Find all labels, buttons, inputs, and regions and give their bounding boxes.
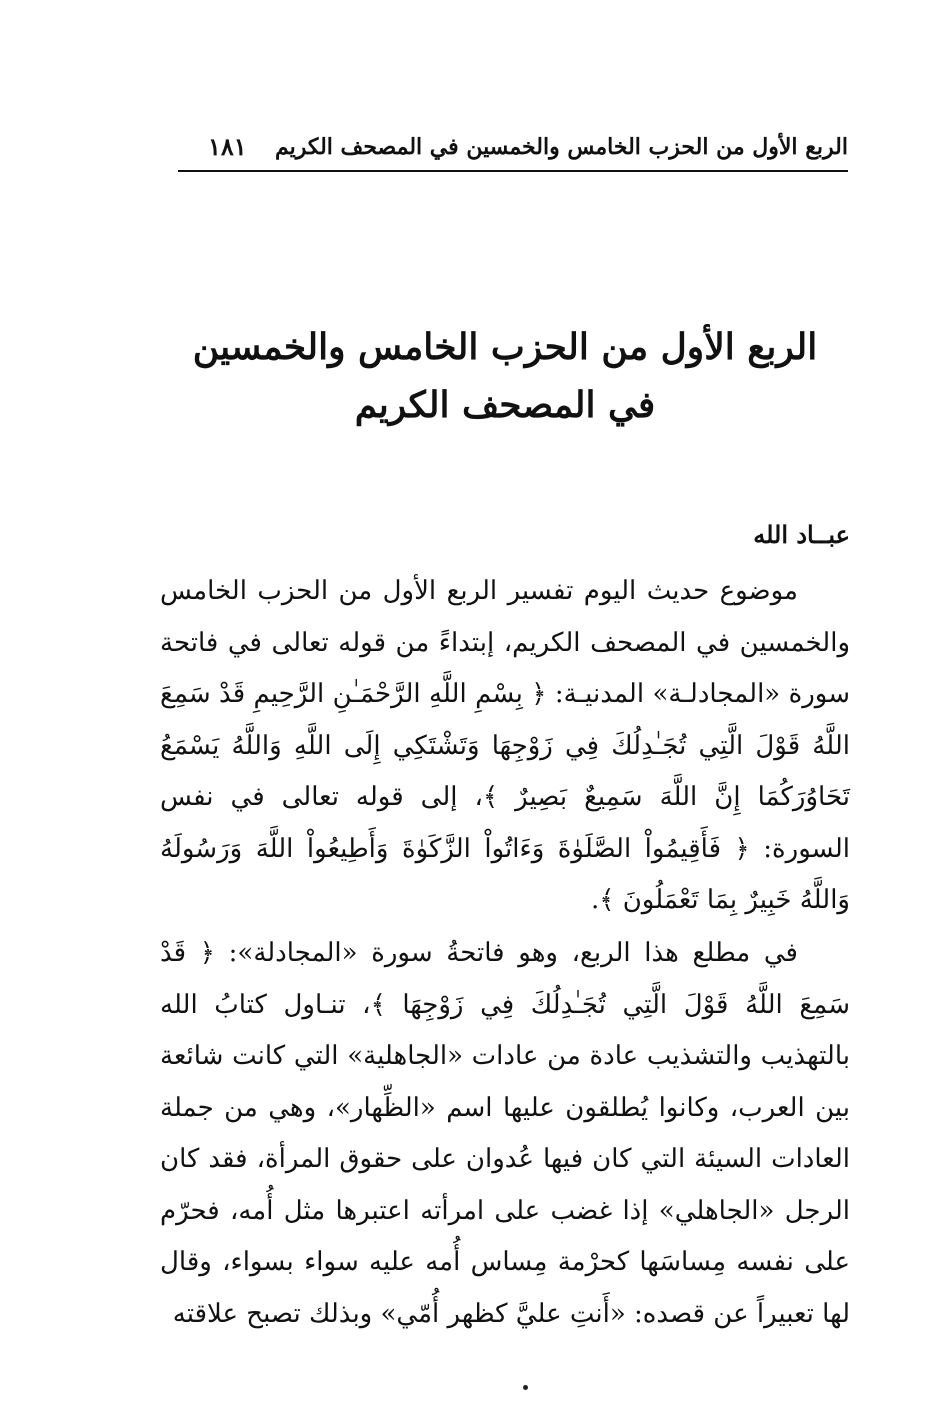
- quran-verse-1: ﴿ بِسْمِ اللَّهِ الرَّحْمَـٰنِ الرَّحِيمِ قَدْ سَمِعَ اللَّهُ قَوْلَ الَّتِي تُجَـٰدِلُكَ فِي زَوْجِهَا وَتَشْتَكِي إِلَى اللَّهِ وَاللَّهُ يَسْمَعُ تَحَاوُرَكُمَا إِنَّ اللَّهَ سَمِيعٌ بَصِيرٌ ﴾: [160, 679, 850, 812]
- header-rule: [178, 170, 848, 172]
- chapter-title: [160, 318, 850, 434]
- section-heading: عبــاد الله: [753, 520, 850, 549]
- print-dot: [523, 1385, 528, 1390]
- page-number: ١٨١: [208, 132, 247, 161]
- running-header: [178, 128, 848, 172]
- paragraph-1-text-3: .: [590, 885, 600, 915]
- paragraph-2-text-1: في مطلع هذا الربع، وهو فاتحةُ سورة «المجادلة»:: [214, 938, 798, 968]
- chapter-title-line-2: في المصحف الكريم: [354, 384, 656, 426]
- paragraph-2: [160, 928, 850, 1340]
- paragraph-2-text-2: ، تنـاول كتابُ الله بالتهذيب والتشذيب عادة من عادات «الجاهلية» التي كانت شائعة بين العرب، وكانوا يُطلقون عليها اسم «الظِّهار»، وهي من جملة العادات السيئة التي كان فيها عُدوان على حقوق المرأة، فقد كان الرجل «الجاهلي» إذا غضب على امرأته اعتبرها مثل أُمه، فحرّم على نفسه مِساسَها كحرْمة مِساس أُمه عليه سواء بسواء، وقال لها تعبيراً عن قصده: «أَنتِ عليَّ كظهر أُمّي» وبذلك تصبح علاقته: [160, 989, 850, 1329]
- quran-verse-2: ﴿ فَأَقِيمُواْ الصَّلَوٰةَ وَءَاتُواْ الزَّكَوٰةَ وَأَطِيعُواْ اللَّهَ وَرَسُولَهُ وَاللَّهُ خَبِيرٌ بِمَا تَعْمَلُونَ ﴾: [160, 833, 850, 915]
- running-title: الربع الأول من الحزب الخامس والخمسين في المصحف الكريم: [275, 134, 848, 160]
- chapter-title-line-1: الربع الأول من الحزب الخامس والخمسين: [192, 326, 818, 368]
- paragraph-1: [160, 566, 850, 927]
- paragraph-1-text-1: موضوع حديث اليوم تفسير الربع الأول من الحزب الخامس والخمسين في المصحف الكريم، إبتداءً من قوله تعالى في فاتحة سورة «المجادلـة» المدنيـة:: [160, 576, 850, 709]
- paragraph-1-text-2: ، إلى قوله تعالى في نفس السورة:: [160, 782, 850, 864]
- quran-verse-3: ﴿ قَدْ سَمِعَ اللَّهُ قَوْلَ الَّتِي تُجَـٰدِلُكَ فِي زَوْجِهَا ﴾: [160, 938, 851, 1020]
